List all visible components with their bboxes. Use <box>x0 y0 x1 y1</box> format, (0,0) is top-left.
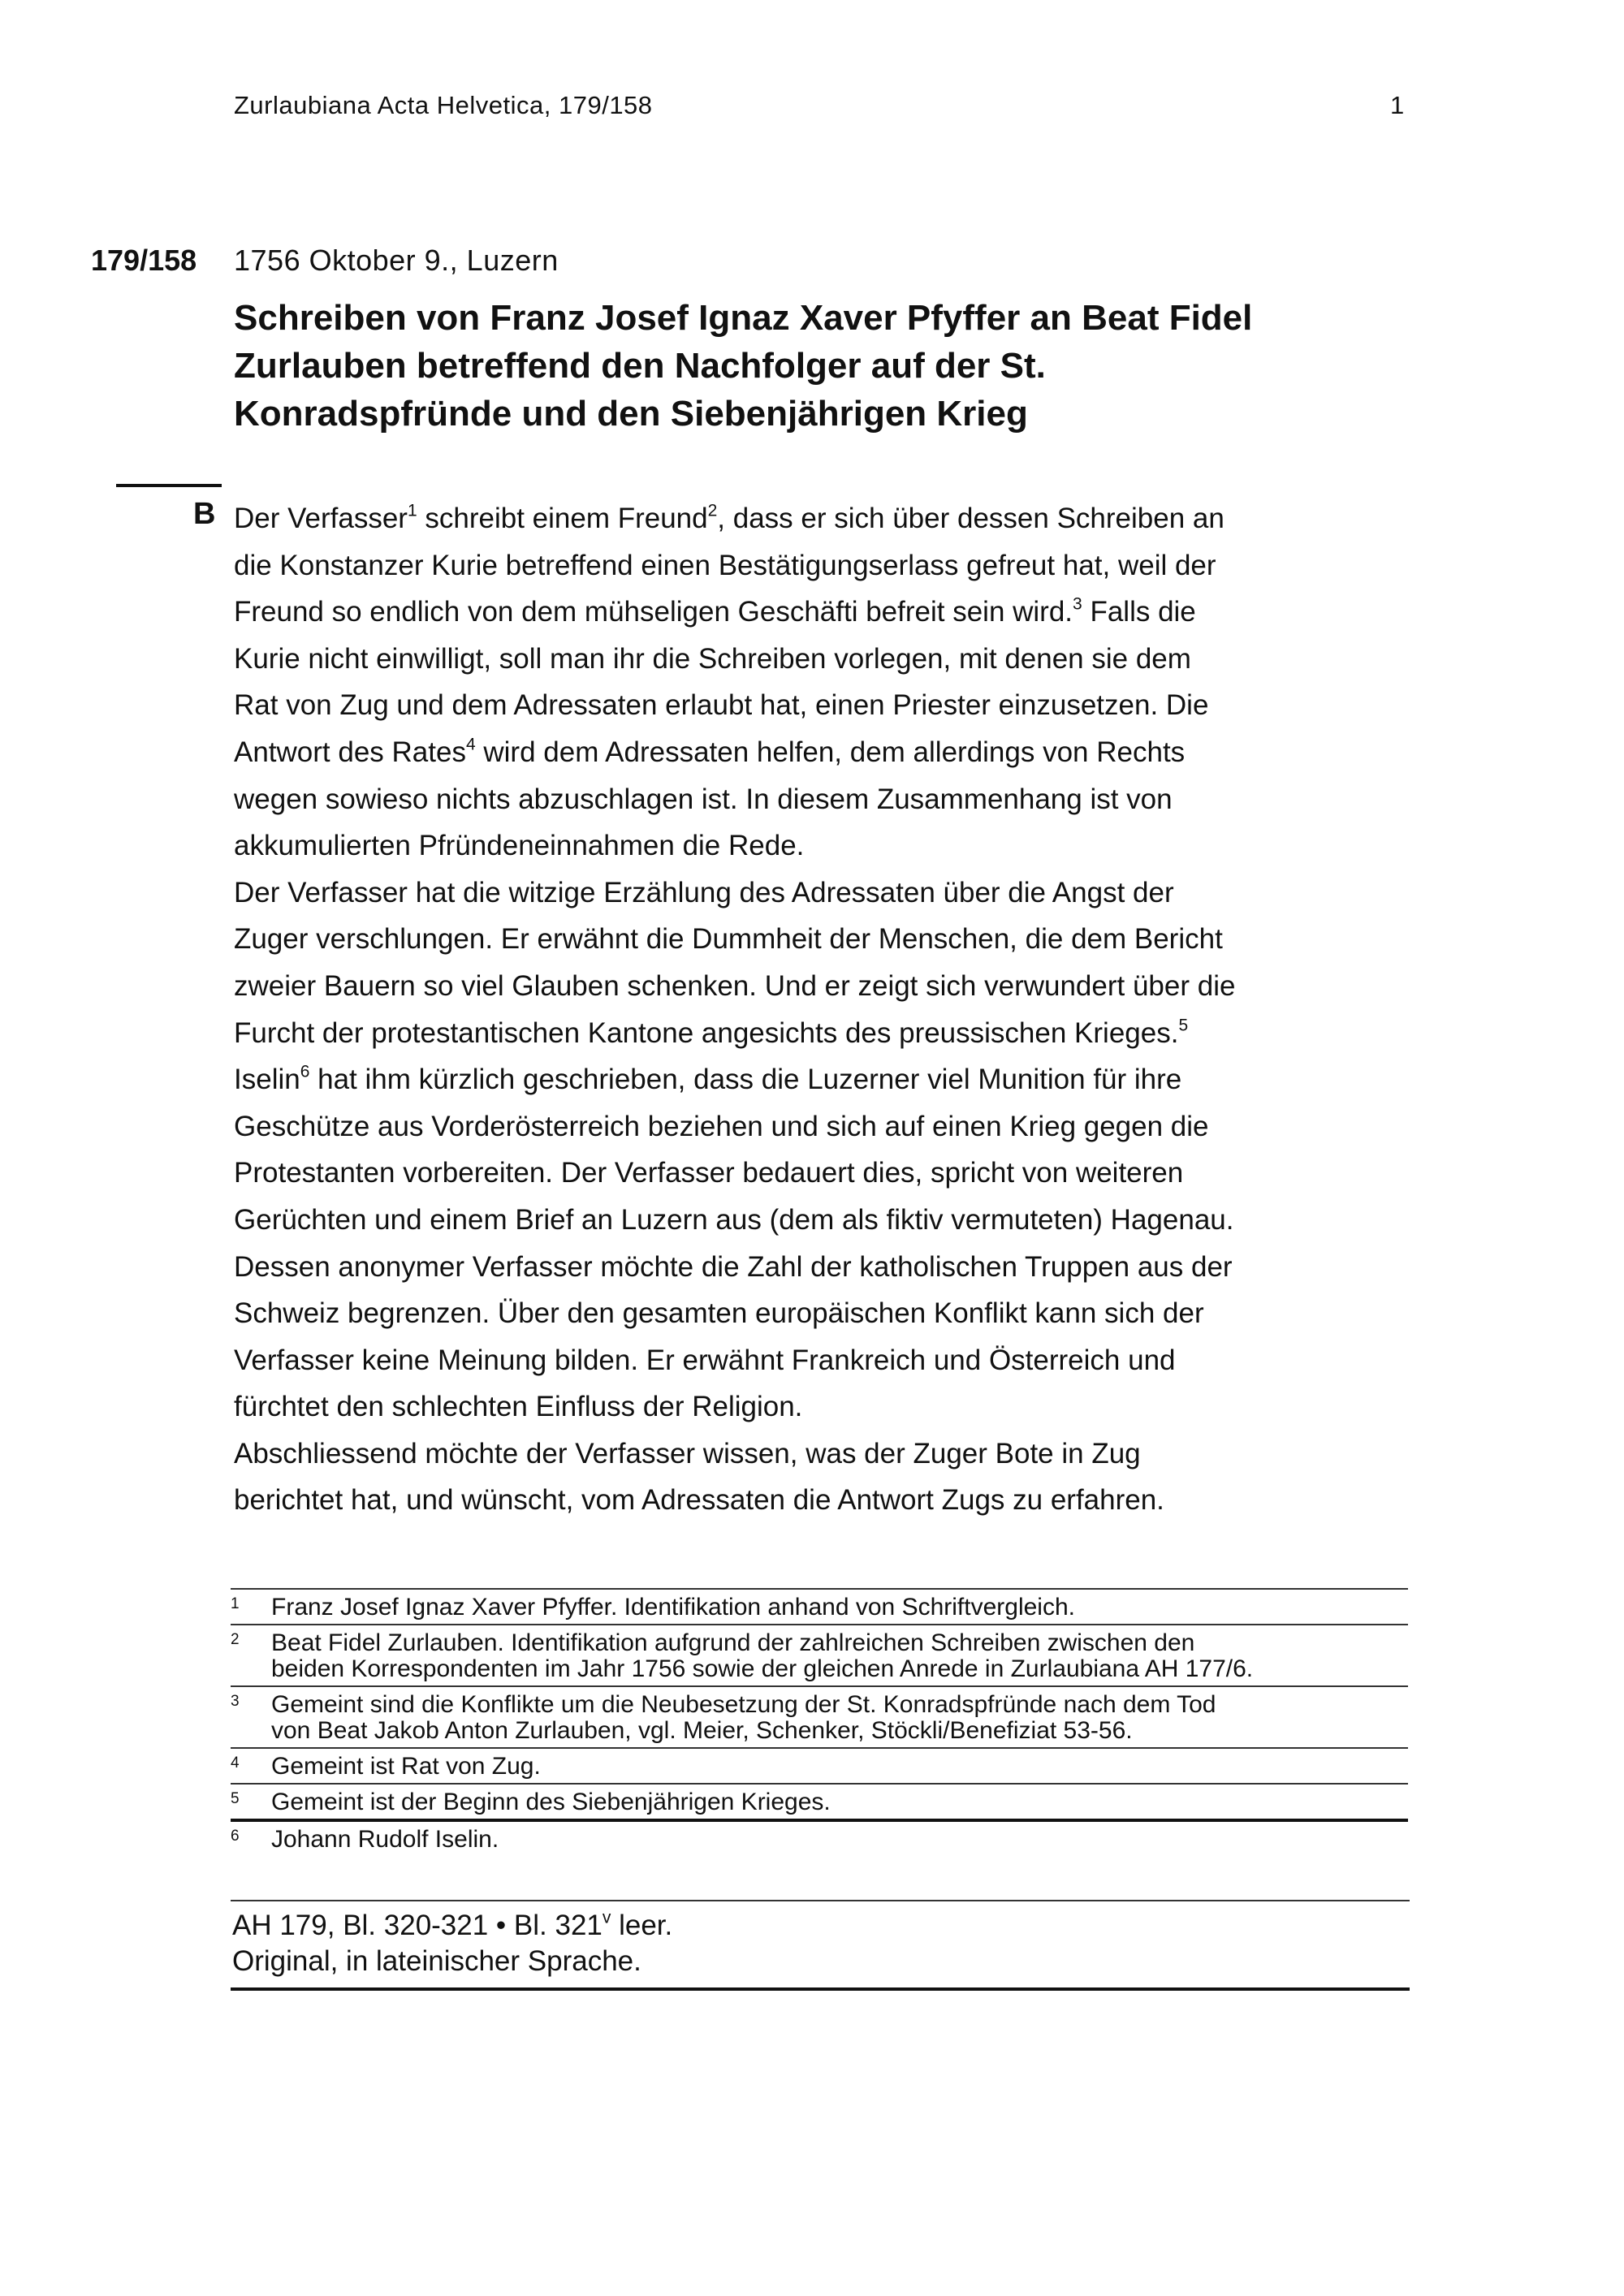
body-line <box>234 916 1235 963</box>
body-text: die Konstanzer Kurie betreffend einen Bestätigungserlass gefreut hat, weil der <box>234 549 1216 581</box>
body-text: Kurie nicht einwilligt, soll man ihr die Schreiben vorlegen, mit denen sie dem <box>234 642 1191 675</box>
footnote-text <box>271 1692 1216 1744</box>
source-reference: AH 179, Bl. 320-321 • Bl. 321 <box>232 1910 603 1941</box>
footnote-number: 2 <box>231 1631 240 1648</box>
footnote <box>231 1624 1408 1685</box>
body-text: schreibt einem Freund <box>417 503 708 534</box>
footnote-text <box>271 1630 1253 1682</box>
body-text: Geschütze aus Vorderösterreich beziehen und sich auf einen Krieg gegen die <box>234 1110 1209 1142</box>
footnote-line: Gemeint sind die Konflikte um die Neubesetzung der St. Konradspfründe nach dem Tod <box>271 1691 1216 1718</box>
body-text: Gerüchten und einem Brief an Luzern aus (dem als fiktiv vermuteten) Hagenau. <box>234 1203 1234 1236</box>
footnote-number: 3 <box>231 1693 240 1710</box>
body-line <box>234 636 1235 683</box>
body-text: Der Verfasser hat die witzige Erzählung des Adressaten über die Angst der <box>234 876 1174 908</box>
footnote-ref[interactable]: 2 <box>707 501 718 520</box>
source-line-2: Original, in lateinischer Sprache. <box>232 1945 641 1977</box>
footnote-ref[interactable]: 4 <box>465 735 476 754</box>
body-text: Schweiz begrenzen. Über den gesamten europäischen Konflikt kann sich der <box>234 1297 1204 1330</box>
document-number: 179/158 <box>91 244 197 277</box>
body-line <box>234 1244 1235 1291</box>
section-marker: B <box>193 497 216 531</box>
summary-body <box>234 495 1235 1524</box>
footnote-ref[interactable]: 5 <box>1178 1015 1189 1034</box>
body-text: Der Verfasser <box>234 503 408 534</box>
title-line: Schreiben von Franz Josef Ignaz Xaver Pfyffer an Beat Fidel <box>234 298 1253 338</box>
footnote <box>231 1685 1408 1747</box>
footnote-text <box>271 1595 1075 1621</box>
page-number: 1 <box>1390 91 1405 119</box>
body-line <box>234 1383 1235 1431</box>
footnote-line: Gemeint ist der Beginn des Siebenjährigen Krieges. <box>271 1789 831 1815</box>
body-line <box>234 1337 1235 1384</box>
body-text: akkumulierten Pfründeneinnahmen die Rede. <box>234 830 805 862</box>
source-note <box>231 1900 1410 1991</box>
body-line <box>234 729 1235 776</box>
body-line <box>234 822 1235 870</box>
body-line <box>234 870 1235 917</box>
section-rule <box>116 484 222 487</box>
running-header: Zurlaubiana Acta Helvetica, 179/158 <box>234 91 653 119</box>
body-line <box>234 963 1235 1010</box>
document-title <box>234 294 1252 438</box>
footnote-text <box>271 1754 541 1780</box>
body-line <box>234 589 1235 636</box>
body-line <box>234 682 1235 729</box>
body-text: Verfasser keine Meinung bilden. Er erwähnt Frankreich und Österreich und <box>234 1344 1176 1376</box>
body-line <box>234 1477 1235 1524</box>
body-text: Rat von Zug und dem Adressaten erlaubt hat, einen Priester einzusetzen. Die <box>234 689 1209 722</box>
body-text: wegen sowieso nichts abzuschlagen ist. In diesem Zusammenhang ist von <box>234 783 1173 815</box>
footnote-text <box>271 1789 831 1815</box>
footnote-number: 4 <box>231 1754 240 1772</box>
body-text: Iselin <box>234 1064 300 1096</box>
body-text: , dass er sich über dessen Schreiben an <box>717 503 1224 534</box>
footnote-line: von Beat Jakob Anton Zurlauben, vgl. Meier, Schenker, Stöckli/Benefiziat 53-56. <box>271 1717 1133 1744</box>
body-text: fürchtet den schlechten Einfluss der Religion. <box>234 1391 803 1423</box>
footnote-number: 6 <box>231 1828 240 1845</box>
body-line <box>234 1150 1235 1197</box>
body-text: wird dem Adressaten helfen, dem allerdings von Rechts <box>475 736 1186 768</box>
body-line <box>234 1197 1235 1244</box>
footnote-number: 1 <box>231 1595 240 1612</box>
date-place: 1756 Oktober 9., Luzern <box>234 244 559 277</box>
footnote-line: Franz Josef Ignaz Xaver Pfyffer. Identifikation anhand von Schriftvergleich. <box>271 1594 1075 1621</box>
body-text: Protestanten vorbereiten. Der Verfasser bedauert dies, spricht von weiteren <box>234 1157 1184 1189</box>
body-line <box>234 542 1235 589</box>
body-text: Antwort des Rates <box>234 736 466 768</box>
body-text: Freund so endlich von dem mühseligen Geschäfti befreit sein wird. <box>234 596 1073 628</box>
footnote-line: Johann Rudolf Iselin. <box>271 1826 499 1853</box>
footnote <box>231 1747 1408 1783</box>
body-text: Zuger verschlungen. Er erwähnt die Dummheit der Menschen, die dem Bericht <box>234 923 1223 956</box>
body-text: Dessen anonymer Verfasser möchte die Zahl der katholischen Truppen aus der <box>234 1250 1233 1283</box>
footnote <box>231 1783 1408 1819</box>
footnote <box>231 1819 1408 1856</box>
footnote-ref[interactable]: 1 <box>407 501 417 520</box>
body-text: zweier Bauern so viel Glauben schenken. Und er zeigt sich verwundert über die <box>234 969 1236 1002</box>
footnote-line: beiden Korrespondenten im Jahr 1756 sowie der gleichen Anrede in Zurlaubiana AH 177/6. <box>271 1655 1254 1682</box>
verso-mark: v <box>602 1908 611 1927</box>
footnote-text <box>271 1827 499 1853</box>
footnote-ref[interactable]: 6 <box>300 1062 310 1081</box>
body-text: Abschliessend möchte der Verfasser wissen, was der Zuger Bote in Zug <box>234 1437 1141 1470</box>
body-text: Furcht der protestantischen Kantone angesichts des preussischen Krieges. <box>234 1016 1179 1049</box>
body-line <box>234 776 1235 823</box>
body-line <box>234 1010 1235 1057</box>
footnote-line: Gemeint ist Rat von Zug. <box>271 1753 541 1780</box>
title-line: Zurlauben betreffend den Nachfolger auf der St. <box>234 346 1046 386</box>
body-text: berichtet hat, und wünscht, vom Adressaten die Antwort Zugs zu erfahren. <box>234 1484 1164 1517</box>
body-line <box>234 495 1235 542</box>
footnote-number: 5 <box>231 1790 240 1807</box>
body-text: hat ihm kürzlich geschrieben, dass die Luzerner viel Munition für ihre <box>309 1064 1182 1096</box>
footnote-ref[interactable]: 3 <box>1073 594 1082 614</box>
footnote <box>231 1588 1408 1624</box>
body-text: Falls die <box>1082 596 1196 628</box>
title-line: Konradspfründe und den Siebenjährigen Krieg <box>234 394 1028 434</box>
source-remark: leer. <box>611 1910 673 1941</box>
footnote-line: Beat Fidel Zurlauben. Identifikation aufgrund der zahlreichen Schreiben zwischen den <box>271 1629 1195 1656</box>
body-line <box>234 1056 1235 1103</box>
body-line <box>234 1290 1235 1337</box>
body-line <box>234 1431 1235 1478</box>
source-line-1 <box>232 1908 1410 1944</box>
body-line <box>234 1103 1235 1150</box>
footnotes <box>231 1588 1408 1856</box>
